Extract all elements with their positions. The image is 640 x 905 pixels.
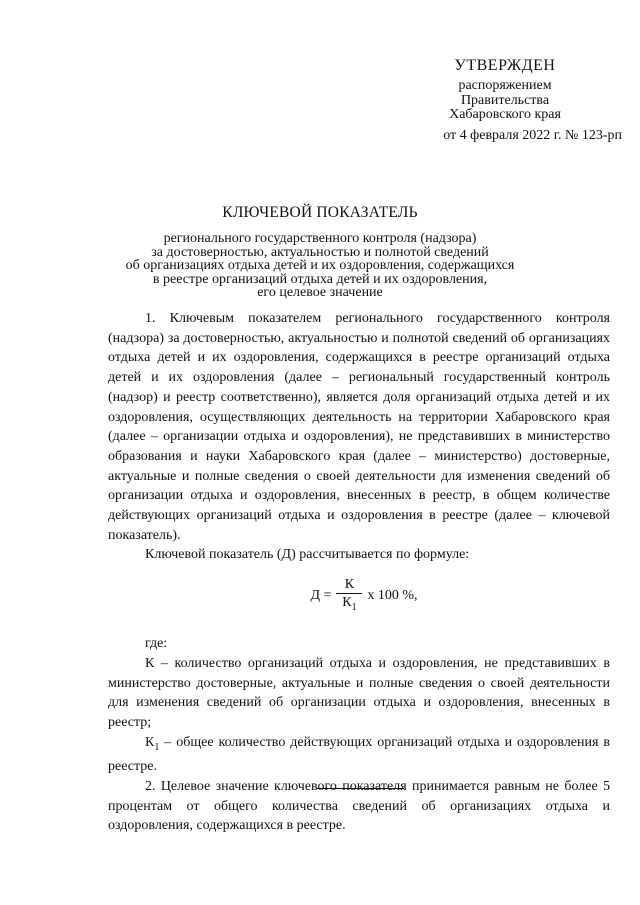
formula [108, 574, 610, 618]
document-body [108, 309, 610, 836]
k1-text: – общее количество действующих организаций отдыха и оздоровления в реестре. [108, 734, 610, 775]
approval-title: УТВЕРЖДЕН [454, 57, 556, 74]
heading-line-4: в реестре организаций отдыха детей и их оздоровления, [152, 271, 488, 287]
definition-k: К – количество организаций отдыха и оздоровления, не представивших в министерство достоверные, актуальные и полные сведения о своей деятельности для изменения сведений об организации отдыха и оздоровления, внесенных в реестр; [108, 655, 610, 730]
heading-line-3: об организациях отдыха детей и их оздоровления, содержащихся [125, 258, 515, 273]
paragraph-1: 1. Ключевым показателем регионального государственного контроля (надзора) за достоверностью, актуальностью и полнотой сведений об организациях отдыха детей и их оздоровления, содержащихся в реестре организаций отдыха детей и их оздоровления (далее – региональный государственный контроль (надзор) и реестр соответственно), является доля организаций отдыха детей и их оздоровления, осуществляющих деятельность на территории Хабаровского края (далее – организации отдыха и оздоровления), не представивших в министерство образования и науки Хабаровского края (далее – министерство) достоверные, актуальные и полные сведения о своей деятельности для изменения сведений об организации отдыха и оздоровления, внесенных в реестр, в общем количестве действующих организаций отдыха и оздоровления в реестре (далее – ключевой показатель). [108, 311, 610, 543]
formula-lhs: Д = [310, 588, 332, 604]
formula-intro: Ключевой показатель (Д) рассчитывается по формуле: [145, 547, 470, 563]
approval-line-3: Хабаровского края [449, 107, 561, 122]
document-heading [110, 203, 530, 300]
approval-line-2: Правительства [460, 92, 550, 108]
heading-line-1: регионального государственного контроля (надзора) [163, 231, 477, 246]
formula-fraction [336, 577, 362, 616]
denominator-base: К [342, 594, 352, 610]
k1-base: К [145, 734, 155, 750]
definition-k1 [108, 733, 610, 777]
heading-line-5: его целевое значение [257, 285, 383, 300]
paragraph-2: 2. Целевое значение ключевого показателя принимается равным не более 5 процентам от общего количества сведений об организациях отдыха и оздоровления, содержащихся в реестре. [108, 778, 610, 834]
formula-numerator: К [344, 576, 355, 592]
heading-line-2: за достоверностью, актуальностью и полнотой сведений [151, 244, 489, 260]
approval-date: от 4 февраля 2022 г. № 123-рп [443, 127, 622, 143]
document-title: КЛЮЧЕВОЙ ПОКАЗАТЕЛЬ [222, 204, 418, 221]
where-label: где: [145, 636, 168, 652]
end-divider [316, 788, 404, 789]
denominator-subscript: 1 [351, 601, 357, 613]
k1-subscript: 1 [154, 741, 160, 753]
approval-block [400, 56, 622, 144]
formula-rhs: x 100 %, [367, 588, 418, 604]
approval-line-1: распоряжением [458, 78, 552, 93]
formula-denominator [339, 594, 359, 616]
